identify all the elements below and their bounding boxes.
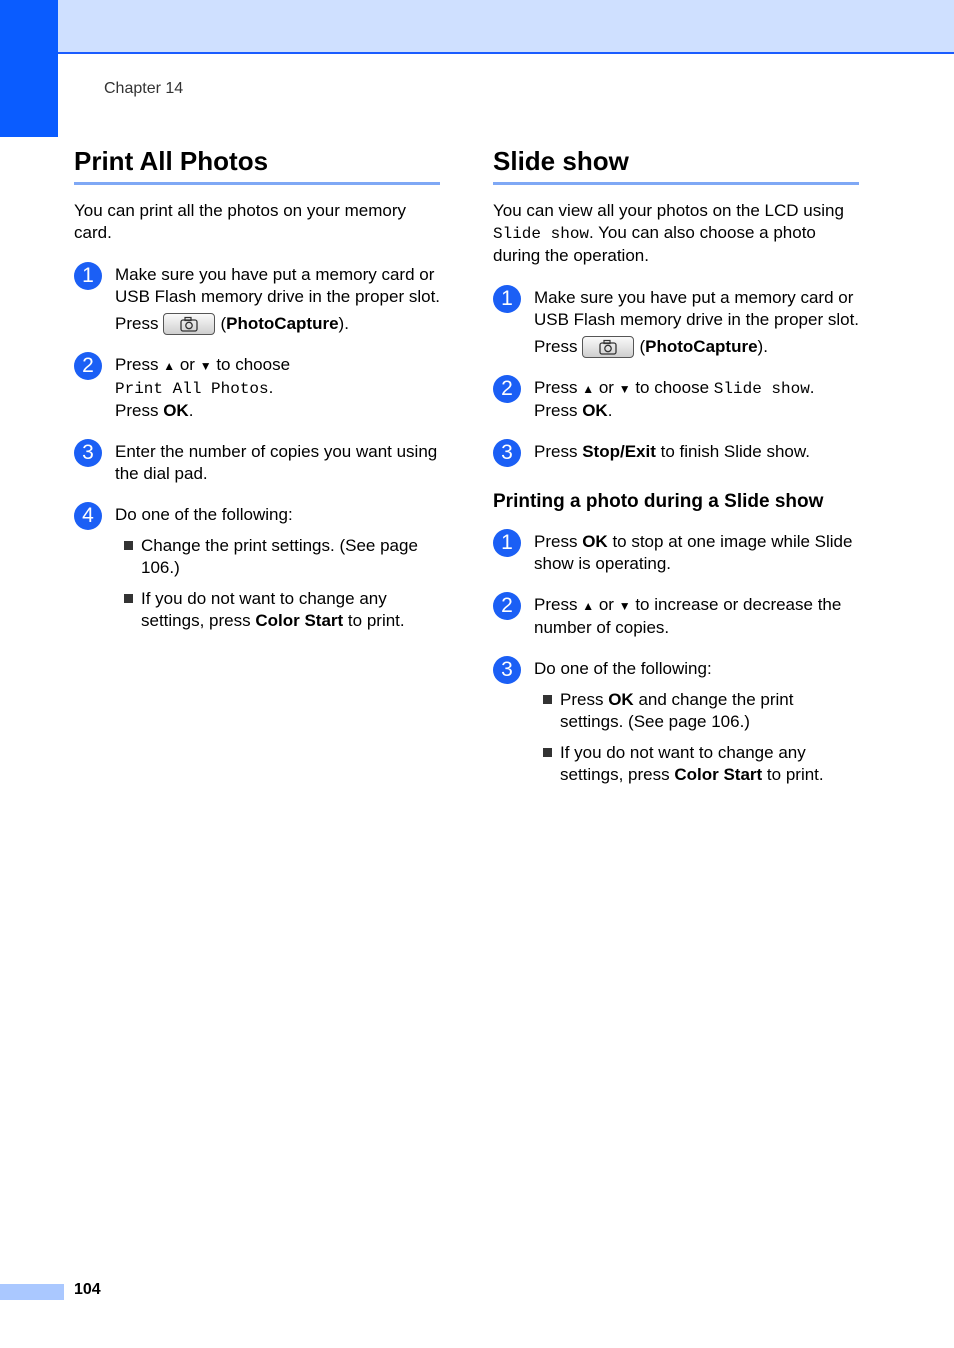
down-arrow-icon: ▼ — [199, 359, 212, 373]
sub-step-3 — [493, 658, 859, 786]
step-text: Make sure you have put a memory card or USB Flash memory drive in the proper slot. — [115, 265, 441, 306]
menu-option: Print All Photos — [115, 380, 269, 398]
menu-option: Slide show — [713, 380, 810, 398]
ok-key: OK — [582, 532, 608, 551]
photocapture-button[interactable] — [582, 336, 634, 358]
step-number-icon: 1 — [493, 529, 521, 557]
step-3 — [74, 441, 440, 485]
step-number-icon: 3 — [493, 656, 521, 684]
print-all-photos-section — [74, 146, 440, 632]
photocapture-button[interactable] — [163, 313, 215, 335]
up-arrow-icon: ▲ — [582, 599, 595, 613]
press-line: Press ( PhotoCapture ). — [115, 314, 349, 333]
press-line: Press ( PhotoCapture ). — [534, 337, 768, 356]
camera-icon — [179, 316, 199, 332]
subsection-title: Printing a photo during a Slide show — [493, 491, 824, 512]
section-intro: You can print all the photos on your memory card. — [74, 201, 407, 242]
step-text: Press ▲ or ▼ to choose Print All Photos. Press OK. — [115, 355, 291, 420]
header-band — [0, 0, 954, 54]
bullet-item: Press OK and change the print settings. (See page 106.) — [534, 689, 859, 733]
step-number-icon: 1 — [74, 262, 102, 290]
section-intro: You can view all your photos on the LCD using Slide show. You can also choose a photo during the operation. — [493, 201, 844, 265]
step-number-icon: 2 — [74, 352, 102, 380]
section-title: Print All Photos — [74, 146, 440, 185]
step-1 — [74, 264, 440, 335]
up-arrow-icon: ▲ — [582, 382, 595, 396]
step-4 — [74, 504, 440, 632]
sub-step-1 — [493, 531, 859, 575]
page-number-strip — [0, 1284, 64, 1300]
step-number-icon: 3 — [74, 439, 102, 467]
ok-key: OK — [582, 401, 608, 420]
stop-exit-key: Stop/Exit — [582, 442, 656, 461]
step-text: Press ▲ or ▼ to increase or decrease the number of copies. — [534, 595, 842, 637]
step-text: Do one of the following: — [534, 659, 712, 678]
sub-step-2 — [493, 594, 859, 639]
step-text: Press ▲ or ▼ to choose Slide show. Press OK. — [534, 378, 815, 420]
step-text: Make sure you have put a memory card or USB Flash memory drive in the proper slot. — [534, 288, 860, 329]
chapter-label: Chapter 14 — [104, 80, 184, 97]
step-text: Press OK to stop at one image while Slide show is operating. — [534, 532, 853, 573]
chapter-side-tab — [0, 0, 58, 137]
step-text: Do one of the following: — [115, 505, 293, 524]
slide-show-section — [493, 146, 859, 786]
section-title: Slide show — [493, 146, 859, 185]
step-3 — [493, 441, 859, 463]
ok-key: OK — [163, 401, 189, 420]
page-number: 104 — [74, 1281, 101, 1298]
bullet-item: Change the print settings. (See page 106.) — [115, 535, 440, 579]
step-number-icon: 2 — [493, 592, 521, 620]
step-number-icon: 2 — [493, 375, 521, 403]
camera-icon — [598, 339, 618, 355]
button-label: PhotoCapture — [226, 314, 339, 333]
step-text: Press Stop/Exit to finish Slide show. — [534, 442, 810, 461]
step-2 — [493, 377, 859, 422]
step-1 — [493, 287, 859, 358]
bullet-item: If you do not want to change any settings, press Color Start to print. — [115, 588, 440, 632]
up-arrow-icon: ▲ — [163, 359, 176, 373]
step-number-icon: 1 — [493, 285, 521, 313]
down-arrow-icon: ▼ — [618, 599, 631, 613]
step-text: Enter the number of copies you want using the dial pad. — [115, 442, 438, 483]
button-label: PhotoCapture — [645, 337, 758, 356]
step-number-icon: 3 — [493, 439, 521, 467]
bullet-item: If you do not want to change any settings, press Color Start to print. — [534, 742, 859, 786]
down-arrow-icon: ▼ — [618, 382, 631, 396]
step-2 — [74, 354, 440, 422]
step-number-icon: 4 — [74, 502, 102, 530]
menu-option: Slide show — [493, 225, 590, 243]
